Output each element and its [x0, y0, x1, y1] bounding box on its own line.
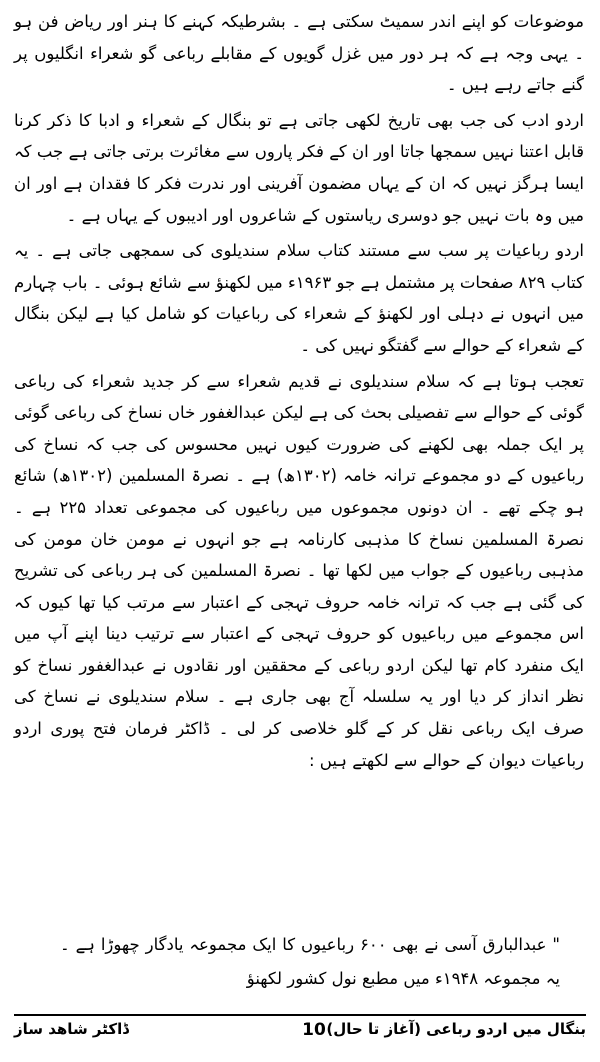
paragraph-2: اردو ادب کی جب بھی تاریخ لکھی جاتی ہے تو بنگال کے شعراء و ادبا کا ذکر کرنا قابل اعتنا نہیں سمجھا جاتا اور ان کے فکر پاروں سے مغائرت برتی جاتی ہے جب کہ ایسا ہرگز نہیں کہ ان کے یہاں مضمون آفرینی اور ندرت فکر کا فقدان ہے اور ان میں وہ بات نہیں جو دوسری ریاستوں کے شاعروں اور ادیبوں کے یہاں ہے ۔ — [14, 110, 584, 225]
footer-divider — [14, 1014, 586, 1016]
page-footer — [14, 1020, 586, 1054]
block-quote: " عبدالبارق آسی نے بھی ۶۰۰ رباعیوں کا ایک مجموعہ یادگار چھوڑا ہے ۔ یہ مجموعہ ۱۹۴۸ء میں مطبع نول کشور لکھنؤ — [60, 935, 560, 988]
paragraph-4: تعجب ہوتا ہے کہ سلام سندیلوی نے قدیم شعراء سے کر جدید شعراء کی رباعی گوئی کے حوالے سے تفصیلی بحث کی ہے لیکن عبدالغفور خاں نساخ کی رباعی گوئی پر ایک جملہ بھی لکھنے کی ضرورت کیوں نہیں محسوس کی جب کہ نساخ کی رباعیوں کے دو مجموعے ترانہ خامہ (۱۳۰۲ھ) ہے ۔ نصرۃ المسلمین (۱۳۰۲ھ) شائع ہو چکے تھے ۔ ان دونوں مجموعوں میں رباعیوں کی مجموعی تعداد ۲۲۵ ہے ۔ نصرۃ المسلمین نساخ کا مذہبی کارنامہ ہے جو انہوں نے مومن خان مومن کی مذہبی رباعیوں کے جواب میں لکھا تھا ۔ نصرۃ المسلمین کی ہر رباعی کی تشریح کی گئی ہے جب کہ ترانہ خامہ حروف تہجی کے اعتبار سے مرتب کیا تھا کیوں کہ اس مجموعے میں رباعیوں کو حروف تہجی کے اعتبار سے ترتیب دینا اپنے آپ میں ایک منفرد کام تھا لیکن اردو رباعی کے محققین اور نقادوں نے عبدالغفور نساخ کو نظر انداز کر دیا اور یہ سلسلہ آج بھی جاری ہے ۔ سلام سندیلوی نے نساخ کی صرف ایک رباعی نقل کر کے گلو خلاصی کر لی ۔ ڈاکٹر فرمان فتح پوری اردو رباعیات دیوان کے حوالے سے لکھتے ہیں : — [14, 371, 584, 770]
paragraph-1: موضوعات کو اپنے اندر سمیٹ سکتی ہے ۔ بشرطیکہ کہنے کا ہنر اور ریاض فن ہو ۔ یہی وجہ ہے کہ ہر دور میں غزل گویوں کے مقابلے رباعی گو شعراء انگلیوں پر گنے جاتے رہے ہیں ۔ — [14, 12, 584, 95]
page-number: 10 — [302, 1020, 326, 1040]
footer-author: ڈاکٹر شاھد ساز — [14, 1020, 129, 1038]
footer-book-title: بنگال میں اردو رباعی (آغاز تا حال) — [326, 1020, 586, 1038]
paragraph-3: اردو رباعیات پر سب سے مستند کتاب سلام سندیلوی کی سمجھی جاتی ہے ۔ یہ کتاب ۸۲۹ صفحات پر مشتمل ہے جو ۱۹۶۳ء میں لکھنؤ سے شائع ہوئی ۔ باب چہارم میں انہوں نے دہلی اور لکھنؤ کے شعراء کی رباعیات کو شامل کیا ہے لیکن بنگال کے شعراء کے حوالے سے گفتگو نہیں کی ۔ — [14, 241, 584, 355]
body-text — [14, 6, 584, 776]
